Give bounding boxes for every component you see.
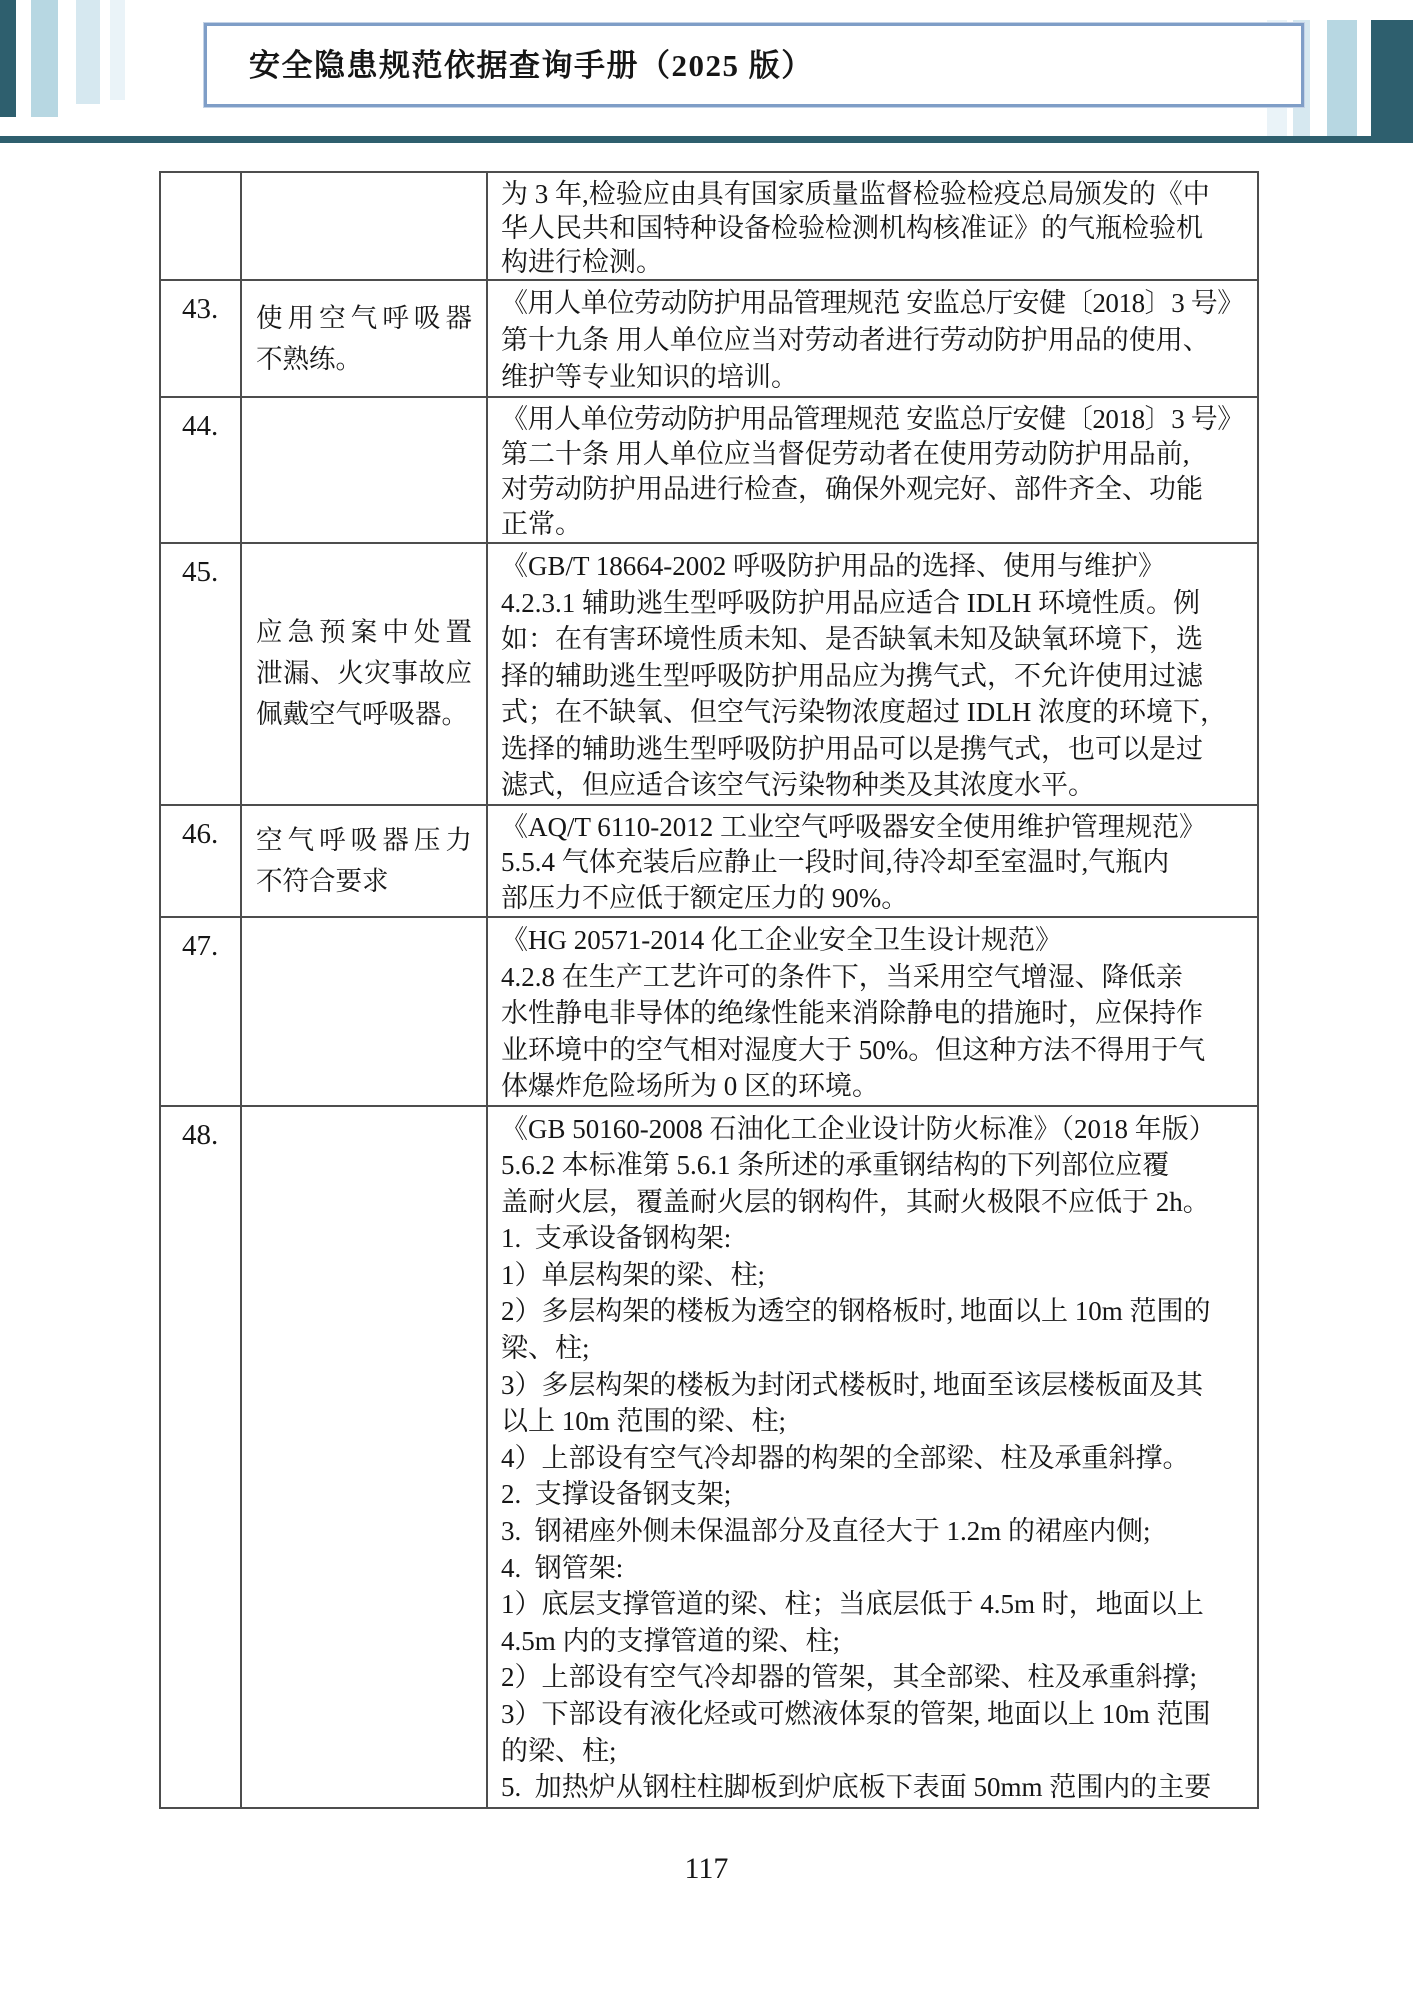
- basis-cell: [487, 917, 1258, 1106]
- basis-line: 《HG 20571-2014 化工企业安全卫生设计规范》: [501, 925, 1062, 955]
- table-row: [160, 917, 1258, 1106]
- basis-line: 《用人单位劳动防护用品管理规范 安监总厅安健〔2018〕3 号》: [501, 404, 1244, 434]
- row-number-cell: 48.: [160, 1106, 241, 1808]
- table-row: [160, 805, 1258, 918]
- row-number-cell: 46.: [160, 805, 241, 918]
- row-number-cell: [160, 172, 241, 280]
- basis-line: 正常。: [501, 509, 582, 539]
- issue-cell: [241, 397, 487, 543]
- rules-table-body: [160, 172, 1258, 1808]
- basis-line: 2）多层构架的楼板为透空的钢格板时, 地面以上 10m 范围的: [501, 1296, 1211, 1327]
- basis-cell: [487, 280, 1258, 397]
- row-number-cell: 47.: [160, 917, 241, 1106]
- basis-line: 业环境中的空气相对湿度大于 50%。但这种方法不得用于气: [501, 1034, 1206, 1065]
- table-row: [160, 1106, 1258, 1808]
- basis-line: 4）上部设有空气冷却器的构架的全部梁、柱及承重斜撑。: [501, 1442, 1190, 1473]
- issue-cell: [241, 280, 487, 397]
- basis-line: 《GB/T 18664-2002 呼吸防护用品的选择、使用与维护》: [501, 551, 1166, 581]
- basis-line: 4.5m 内的支撑管道的梁、柱;: [501, 1625, 841, 1656]
- table-row: [160, 543, 1258, 805]
- page-title: 安全隐患规范依据查询手册（2025 版）: [249, 47, 814, 83]
- basis-line: 1. 支承设备钢构架:: [501, 1223, 732, 1254]
- stripe-left-lighter-blue: [76, 0, 100, 104]
- basis-line: 1）单层构架的梁、柱;: [501, 1259, 766, 1290]
- issue-cell: [241, 172, 487, 280]
- basis-line: 3）下部设有液化烃或可燃液体泵的管架, 地面以上 10m 范围: [501, 1699, 1211, 1729]
- basis-line: 择的辅助逃生型呼吸防护用品应为携气式，不允许使用过滤: [501, 660, 1203, 691]
- stripe-right-light-blue: [1327, 20, 1357, 136]
- basis-line: 的梁、柱;: [501, 1735, 617, 1766]
- basis-line: 《AQ/T 6110-2012 工业空气呼吸器安全使用维护管理规范》: [501, 811, 1206, 842]
- basis-line: 盖耐火层，覆盖耐火层的钢构件，其耐火极限不应低于 2h。: [501, 1186, 1210, 1217]
- issue-cell: [241, 805, 487, 918]
- issue-line: 佩戴空气呼吸器。: [256, 699, 468, 730]
- basis-line: 4. 钢管架:: [501, 1552, 624, 1583]
- page-number: 117: [684, 1852, 729, 1885]
- basis-line: 以上 10m 范围的梁、柱;: [501, 1406, 787, 1437]
- basis-cell: [487, 397, 1258, 543]
- basis-line: 5.6.2 本标准第 5.6.1 条所述的承重钢结构的下列部位应覆: [501, 1150, 1170, 1181]
- basis-line: 《用人单位劳动防护用品管理规范 安监总厅安健〔2018〕3 号》: [501, 288, 1244, 318]
- issue-line: 泄漏、火灾事故应: [256, 658, 472, 689]
- issue-line: 不熟练。: [256, 343, 362, 374]
- stripe-left-dark-teal: [0, 0, 16, 117]
- basis-cell: [487, 543, 1258, 805]
- basis-line: 3）多层构架的楼板为封闭式楼板时, 地面至该层楼板面及其: [501, 1369, 1203, 1400]
- basis-line: 2. 支撑设备钢支架;: [501, 1479, 732, 1510]
- issue-line: 空气呼吸器压力: [256, 824, 472, 855]
- basis-line: 水性静电非导体的绝缘性能来消除静电的措施时，应保持作: [501, 998, 1203, 1028]
- row-number-cell: 45.: [160, 543, 241, 805]
- table-row: [160, 397, 1258, 543]
- basis-line: 华人民共和国特种设备检验检测机构核准证》的气瓶检验机: [501, 213, 1203, 243]
- basis-line: 梁、柱;: [501, 1333, 590, 1364]
- stripe-right-dark-teal: [1371, 20, 1413, 143]
- basis-line: 5. 加热炉从钢柱柱脚板到炉底板下表面 50mm 范围内的主要: [501, 1772, 1212, 1803]
- basis-line: 2）上部设有空气冷却器的管架，其全部梁、柱及承重斜撑;: [501, 1662, 1198, 1693]
- basis-line: 维护等专业知识的培训。: [501, 362, 798, 392]
- issue-cell: [241, 1106, 487, 1808]
- stripe-left-light-blue: [31, 0, 58, 117]
- basis-line: 3. 钢裙座外侧未保温部分及直径大于 1.2m 的裙座内侧;: [501, 1516, 1151, 1547]
- basis-line: 为 3 年,检验应由具有国家质量监督检验检疫总局颁发的《中: [501, 179, 1210, 209]
- title-box: [204, 23, 1304, 107]
- basis-line: 滤式，但应适合该空气污染物种类及其浓度水平。: [501, 770, 1095, 800]
- issue-cell: [241, 917, 487, 1106]
- basis-cell: [487, 172, 1258, 280]
- issue-line: 使用空气呼吸器: [256, 302, 472, 333]
- basis-line: 5.5.4 气体充装后应静止一段时间,待冷却至室温时,气瓶内: [501, 847, 1170, 877]
- basis-cell: [487, 1106, 1258, 1808]
- basis-line: 4.2.3.1 辅助逃生型呼吸防护用品应适合 IDLH 环境性质。例: [501, 587, 1200, 618]
- basis-line: 第二十条 用人单位应当督促劳动者在使用劳动防护用品前,: [501, 439, 1190, 469]
- basis-line: 4.2.8 在生产工艺许可的条件下，当采用空气增湿、降低亲: [501, 961, 1183, 992]
- row-number-cell: 43.: [160, 280, 241, 397]
- rules-table: [159, 171, 1259, 1809]
- issue-line: 不符合要求: [256, 865, 389, 896]
- header-rule: [0, 136, 1413, 143]
- table-row: [160, 280, 1258, 397]
- stripe-left-palest-blue: [110, 0, 125, 100]
- basis-line: 式；在不缺氧、但空气污染物浓度超过 IDLH 浓度的环境下，: [501, 697, 1227, 727]
- basis-cell: [487, 805, 1258, 918]
- issue-cell: [241, 543, 487, 805]
- basis-line: 对劳动防护用品进行检查，确保外观完好、部件齐全、功能: [501, 474, 1203, 504]
- basis-line: 第十九条 用人单位应当对劳动者进行劳动防护用品的使用、: [501, 325, 1210, 355]
- basis-line: 选择的辅助逃生型呼吸防护用品可以是携气式，也可以是过: [501, 733, 1203, 764]
- basis-line: 1）底层支撑管道的梁、柱；当底层低于 4.5m 时，地面以上: [501, 1589, 1204, 1620]
- basis-line: 体爆炸危险场所为 0 区的环境。: [501, 1071, 879, 1101]
- basis-line: 如：在有害环境性质未知、是否缺氧未知及缺氧环境下，选: [501, 624, 1203, 654]
- basis-line: 构进行检测。: [501, 247, 663, 277]
- basis-line: 部压力不应低于额定压力的 90%。: [501, 882, 909, 913]
- table-row: [160, 172, 1258, 280]
- row-number-cell: 44.: [160, 397, 241, 543]
- basis-line: 《GB 50160-2008 石油化工企业设计防火标准》（2018 年版）: [501, 1113, 1216, 1144]
- issue-line: 应急预案中处置: [256, 617, 472, 648]
